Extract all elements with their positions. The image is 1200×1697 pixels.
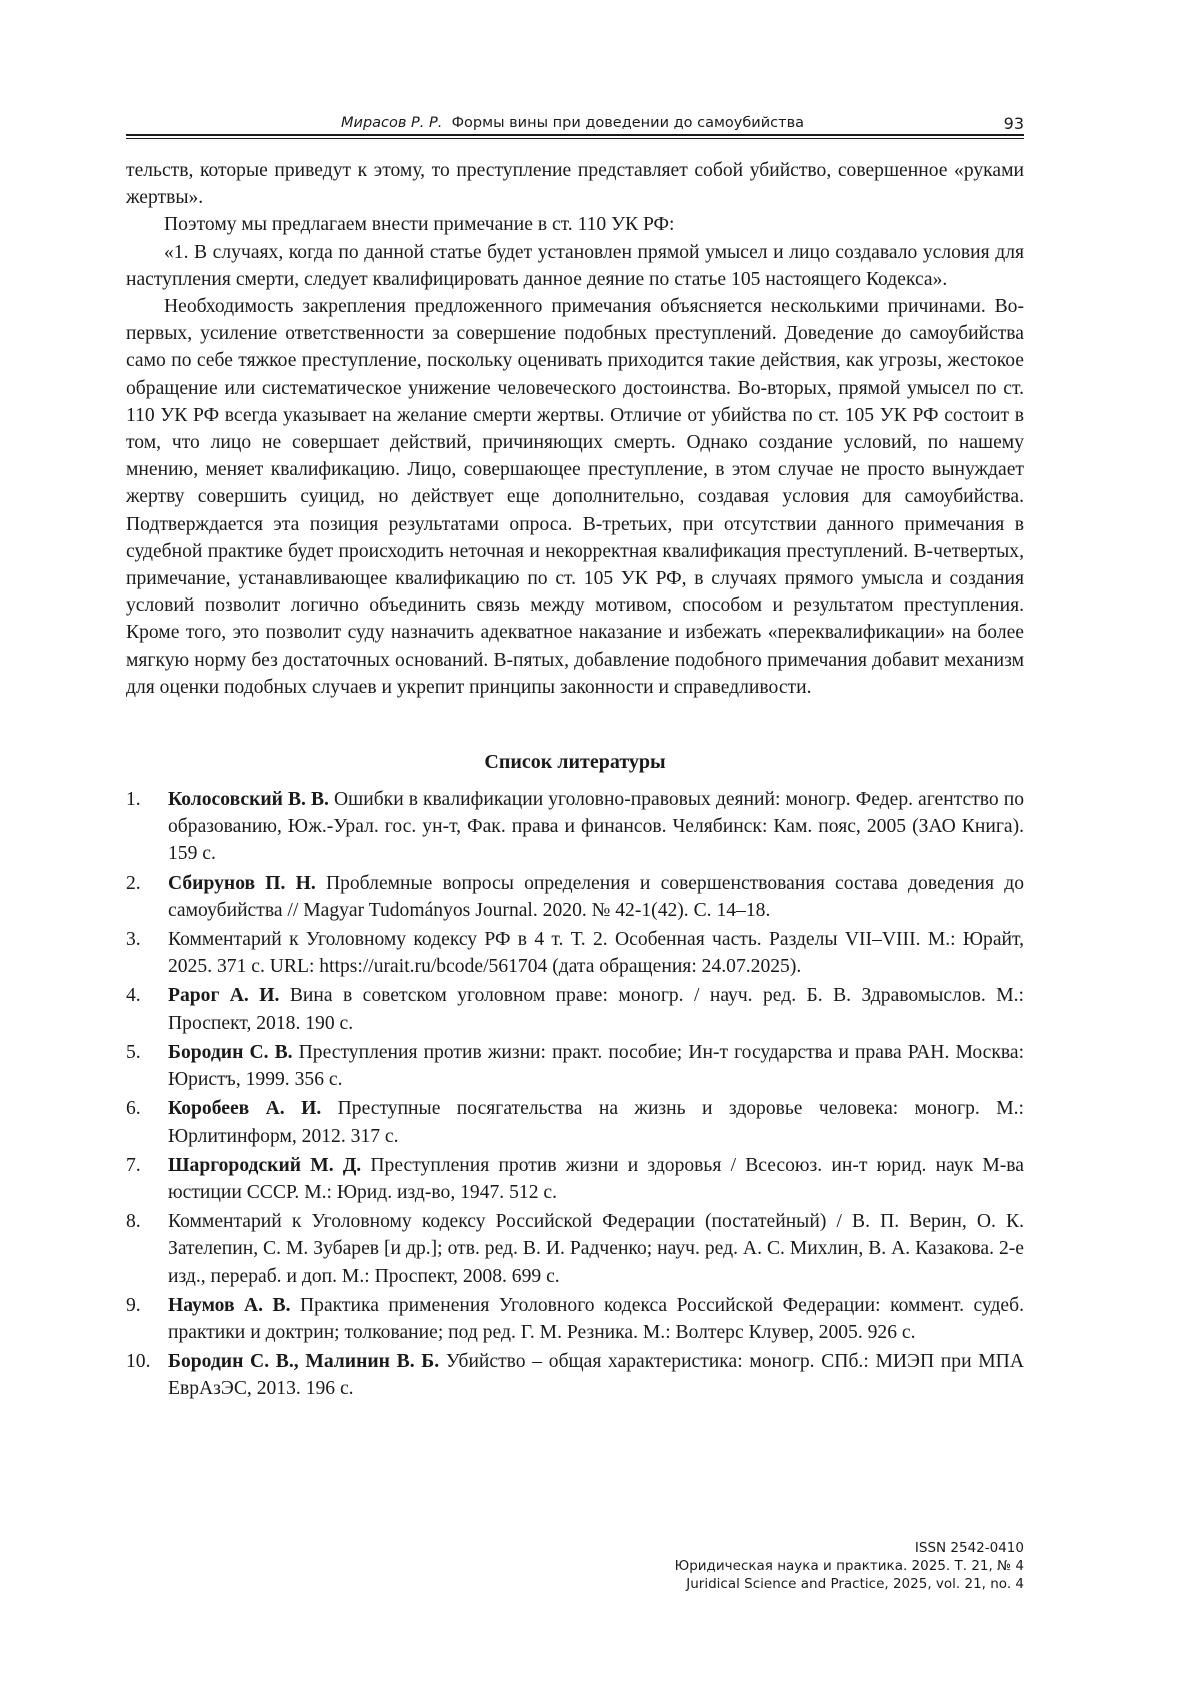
- paragraph-justification: Необходимость закрепления предложенного примечания объясняется несколькими причинами. Во-первых, усиление ответственности за совершение подобных преступлений. Доведение до самоубийства само по себе тяжкое преступление, поскольку оценивать приходится такие действия, как угрозы, жестокое обращение или систематическое унижение человеческого достоинства. Во-вторых, прямой умысел по ст. 110 УК РФ всегда указывает на желание смерти жертвы. Отличие от убийства по ст. 105 УК РФ состоит в том, что лицо не совершает действий, причиняющих смерть. Однако создание условий, по нашему мнению, меняет квалификацию. Лицо, совершающее преступление, в этом случае не просто вынуждает жертву совершить суицид, но действует еще дополнительно, создавая условия для самоубийства. Подтверждается эта позиция результатами опроса. В-третьих, при отсутствии данного примечания в судебной практике будет происходить неточная и некорректная квалификация преступлений. В-четвертых, примечание, устанавливающее квалификацию по ст. 105 УК РФ, в случаях прямого умысла и создания условий позволит логично объединить связь между мотивом, способом и результатом преступления. Кроме того, это позволит суду назначить адекватное наказание и избежать «переквалификации» на более мягкую норму без достаточных оснований. В-пятых, добавление подобного примечания добавит механизм для оценки подобных случаев и укрепит принципы законности и справедливости.: [126, 296, 1024, 698]
- paragraph-continuation: тельств, которые приведут к этому, то преступление представляет собой убийство, совершенное «руками жертвы».: [126, 160, 1024, 209]
- reference-item: [126, 1095, 1024, 1149]
- reference-text: Убийство – общая характеристика: моногр. СПб.: МИЭП при МПА ЕврАзЭС, 2013. 196 с.: [168, 1351, 1024, 1400]
- header-rule-thick: [126, 134, 1024, 136]
- paragraph-proposal-text: «1. В случаях, когда по данной статье будет установлен прямой умысел и лицо создавало условия для наступления смерти, следует квалифицировать данное деяние по статье 105 настоящего Кодекса».: [126, 241, 1024, 290]
- reference-authors: Шаргородский М. Д.: [168, 1154, 362, 1176]
- reference-number: 7.: [126, 1154, 141, 1176]
- reference-text: Преступления против жизни: практ. пособие; Ин-т государства и права РАН. Москва: Юристъ, 1999. 356 с.: [168, 1041, 1025, 1091]
- reference-item: [126, 1152, 1024, 1206]
- running-header: [126, 108, 1024, 134]
- references-list: [126, 786, 1024, 1402]
- footer-journal-en: Juridical Science and Practice, 2025, vol. 21, no. 4: [686, 1576, 1024, 1592]
- reference-item: [126, 1208, 1024, 1290]
- reference-number: 4.: [126, 985, 141, 1007]
- reference-text: Комментарий к Уголовному кодексу РФ в 4 т. Т. 2. Особенная часть. Разделы VII–VIII. М.: Юрайт, 2025. 371 с. URL: https://urait.ru/bcode/561704 (дата обращения: 24.07.2025).: [168, 929, 1024, 978]
- article-body: [126, 157, 1024, 701]
- footer-journal-ru: Юридическая наука и практика. 2025. Т. 21, № 4: [674, 1558, 1024, 1574]
- reference-item: [126, 926, 1024, 980]
- reference-number: 8.: [126, 1211, 141, 1233]
- reference-authors: Колосовский В. В.: [168, 789, 329, 811]
- paragraph-proposal-intro: Поэтому мы предлагаем внести примечание в ст. 110 УК РФ:: [164, 214, 675, 236]
- reference-number: 2.: [126, 872, 141, 894]
- running-header-author: Мирасов Р. Р.: [341, 115, 443, 131]
- reference-number: 10.: [126, 1351, 151, 1373]
- reference-item: [126, 1039, 1024, 1093]
- reference-item: [126, 982, 1024, 1036]
- reference-number: 1.: [126, 789, 141, 811]
- journal-page: [126, 108, 1024, 1405]
- reference-authors: Наумов А. В.: [168, 1294, 291, 1316]
- reference-item: [126, 1292, 1024, 1346]
- reference-authors: Коробеев А. И.: [168, 1098, 322, 1120]
- reference-text: Практика применения Уголовного кодекса Российской Федерации: коммент. судеб. практики и доктрин; толкование; под ред. Г. М. Резника. М.: Волтерс Клувер, 2005. 926 с.: [168, 1294, 1024, 1343]
- reference-item: [126, 1348, 1024, 1402]
- reference-authors: Бородин С. В.: [168, 1041, 293, 1063]
- running-title: [341, 115, 804, 131]
- reference-text: Преступные посягательства на жизнь и здоровье человека: моногр. М.: Юрлитинформ, 2012. 317 с.: [168, 1098, 1024, 1147]
- reference-text: Ошибки в квалификации уголовно-правовых деяний: моногр. Федер. агентство по образованию, Юж.-Урал. гос. ун-т, Фак. права и финансов. Челябинск: Кам. пояс, 2005 (ЗАО Книга). 159 с.: [168, 789, 1024, 865]
- reference-text: Проблемные вопросы определения и совершенствования состава доведения до самоубийства // Magyar Tudományos Journal. 2020. № 42-1(42). С. 14–18.: [168, 872, 1024, 921]
- header-rule-thin: [126, 138, 1024, 139]
- reference-number: 6.: [126, 1098, 141, 1120]
- page-number: 93: [1003, 114, 1024, 133]
- journal-footer: [675, 1539, 1024, 1593]
- reference-authors: Сбирунов П. Н.: [168, 872, 316, 894]
- reference-authors: Рарог А. И.: [168, 985, 280, 1007]
- references-heading: Список литературы: [484, 751, 666, 774]
- reference-number: 5.: [126, 1041, 141, 1063]
- footer-issn: ISSN 2542-0410: [914, 1540, 1024, 1556]
- reference-item: [126, 786, 1024, 868]
- reference-text: Вина в советском уголовном праве: моногр. / науч. ред. Б. В. Здравомыслов. М.: Проспект, 2018. 190 с.: [168, 985, 1024, 1034]
- reference-number: 3.: [126, 929, 141, 951]
- reference-item: [126, 870, 1024, 924]
- running-header-title: Формы вины при доведении до самоубийства: [451, 115, 804, 131]
- reference-number: 9.: [126, 1294, 141, 1316]
- reference-text: Преступления против жизни и здоровья / Всесоюз. ин-т юрид. наук М-ва юстиции СССР. М.: Юрид. изд-во, 1947. 512 с.: [168, 1154, 1024, 1203]
- reference-authors: Бородин С. В., Малинин В. Б.: [168, 1351, 440, 1373]
- reference-text: Комментарий к Уголовному кодексу Российской Федерации (постатейный) / В. П. Верин, О. К. Зателепин, С. М. Зубарев [и др.]; отв. ред. В. И. Радченко; науч. ред. А. С. Михлин, В. А. Казакова. 2-е изд., перераб. и доп. М.: Проспект, 2008. 699 с.: [168, 1211, 1024, 1287]
